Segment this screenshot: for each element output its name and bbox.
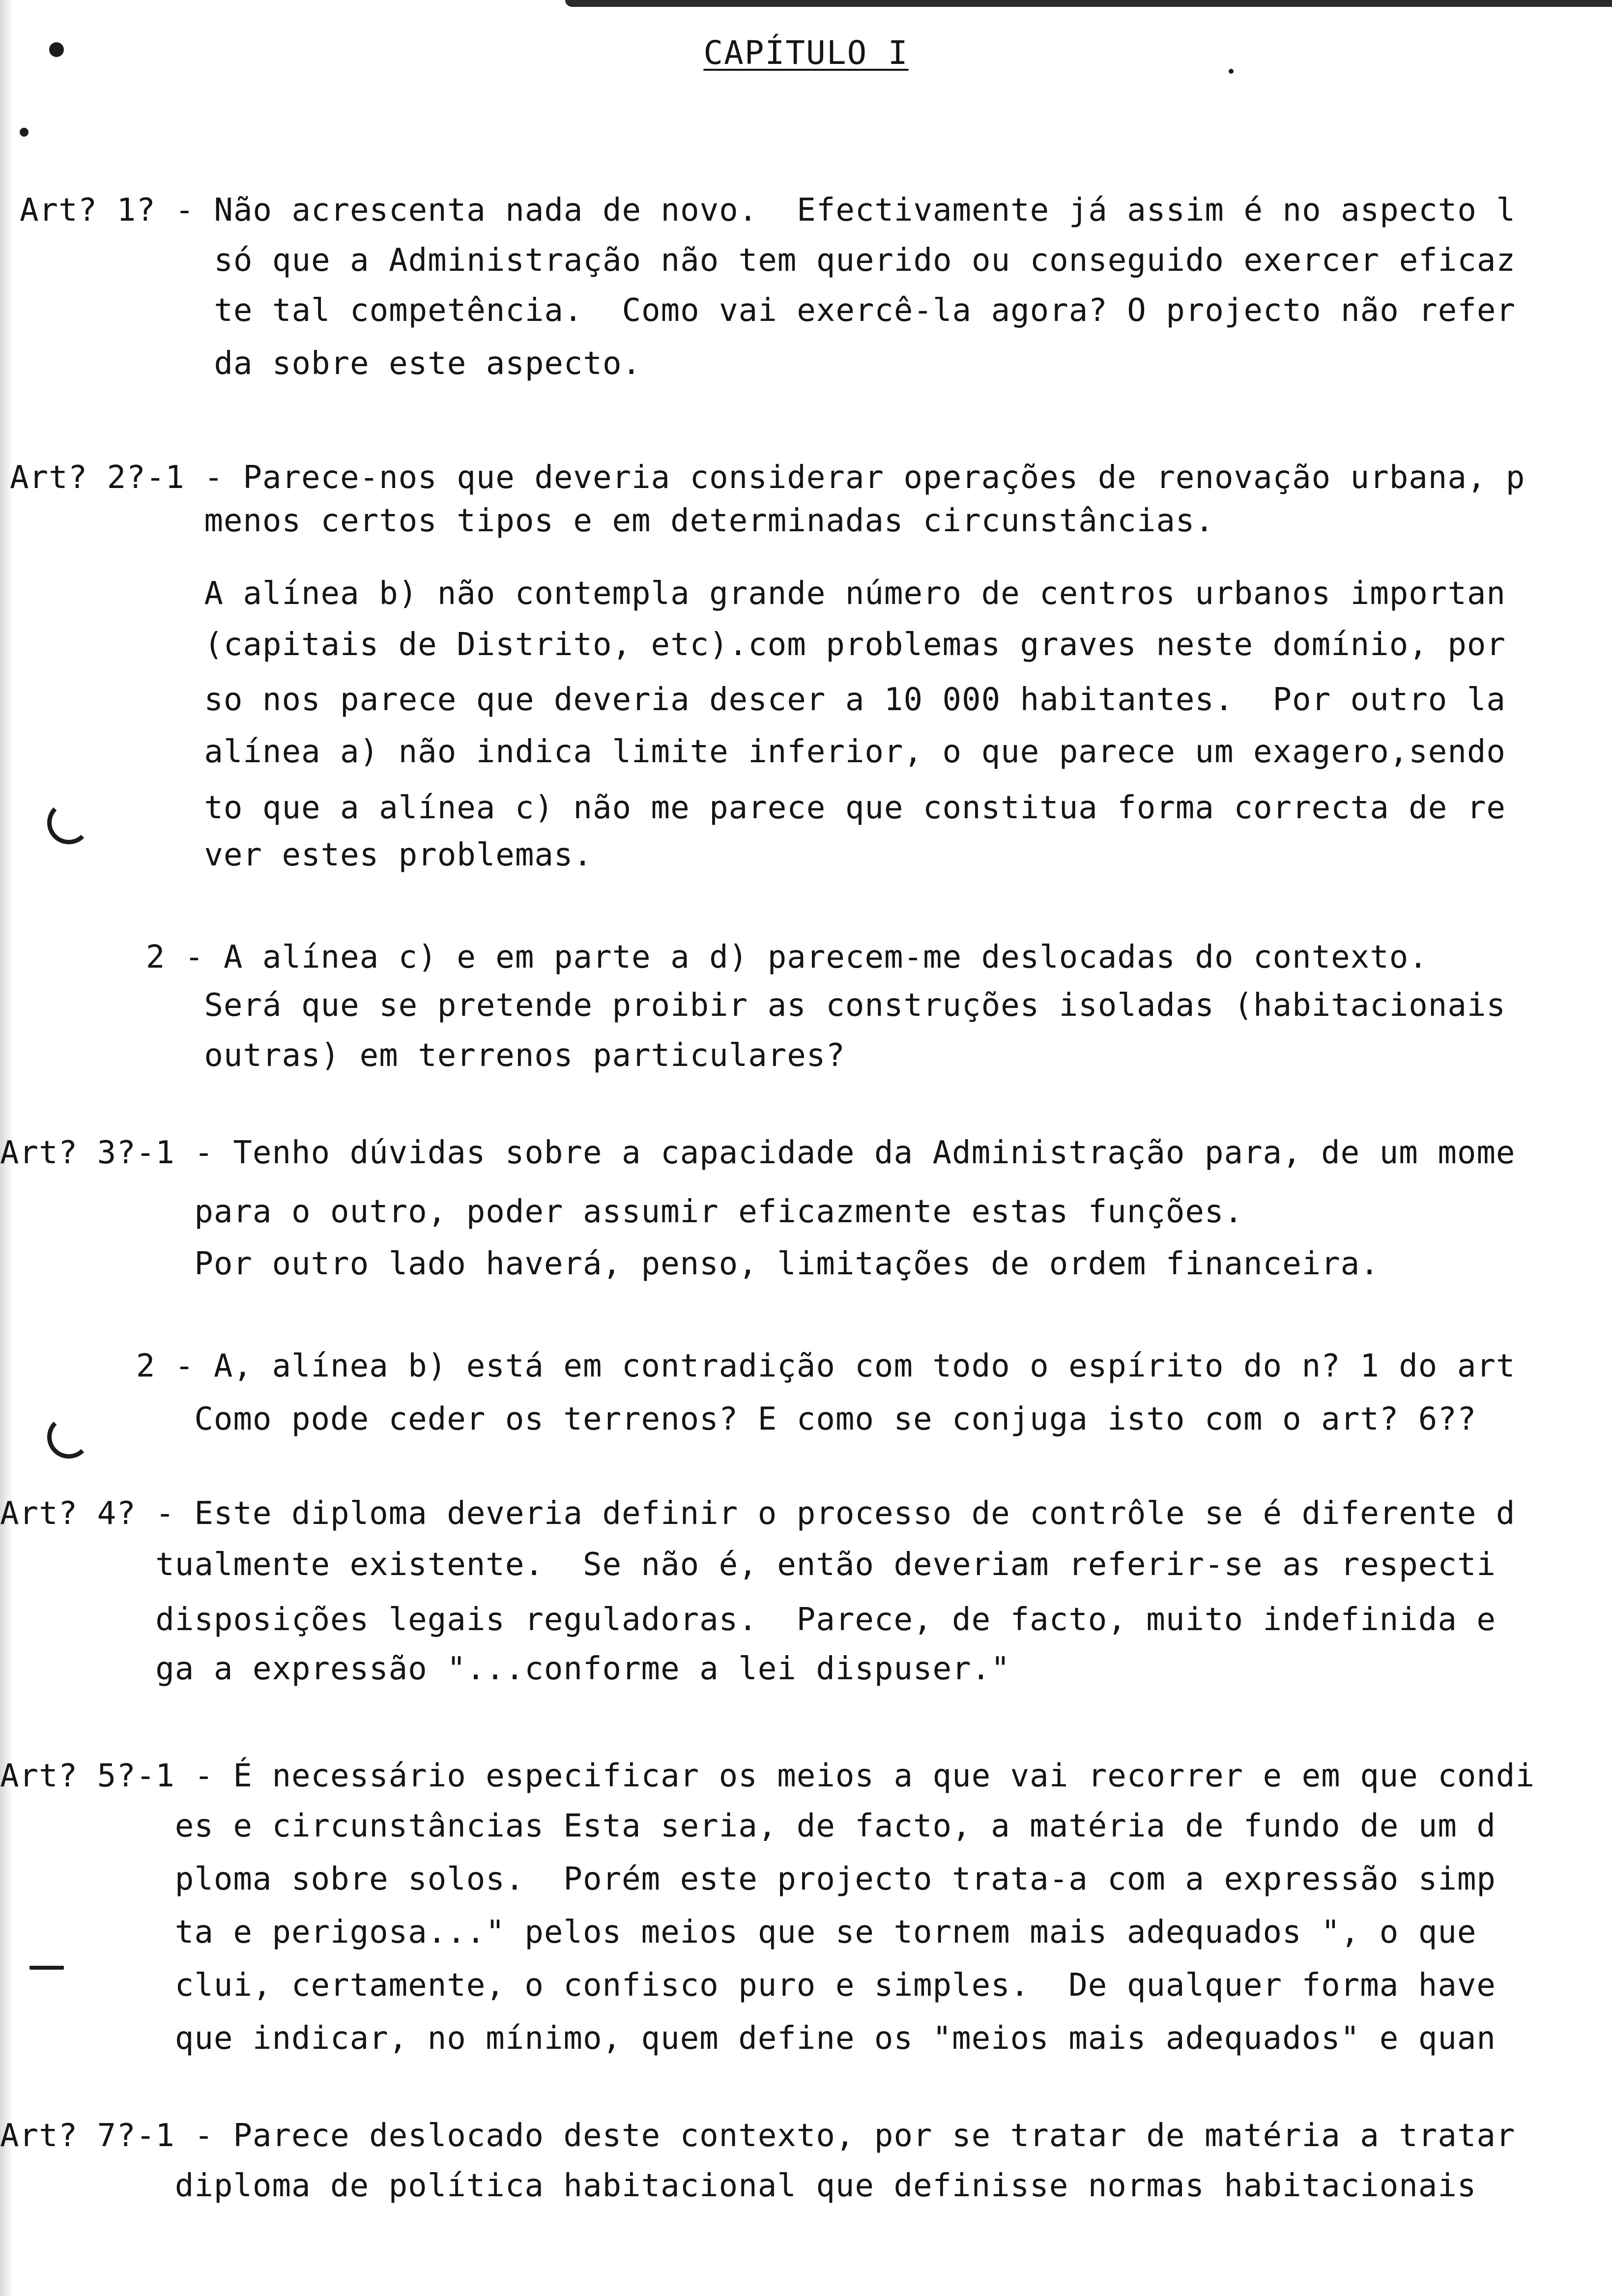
text-line: Será que se pretende proibir as construções isoladas (habitacionais [10,987,1506,1024]
text-line: ga a expressão "...conforme a lei dispuser." [0,1651,1010,1687]
text-line: da sobre este aspecto. [20,345,641,382]
text-line: ver estes problemas. [10,837,593,873]
text-line: disposições legais reguladoras. Parece, de facto, muito indefinida e [0,1602,1496,1638]
text-line: es e circunstâncias Esta seria, de facto, a matéria de fundo de um d [0,1808,1496,1844]
text-line: 2 - A, alínea b) está em contradição com todo o espírito do n? 1 do art [0,1348,1516,1384]
text-line: Por outro lado haverá, penso, limitações de ordem financeira. [0,1246,1380,1282]
text-line: alínea a) não indica limite inferior, o que parece um exagero,sendo [10,734,1506,770]
text-line: só que a Administração não tem querido ou conseguido exercer eficaz [20,242,1516,279]
scan-edge-top [565,0,1612,7]
scan-speck [20,128,29,137]
text-line: to que a alínea c) não me parece que constitua forma correcta de re [10,790,1506,826]
text-line: Art? 5?-1 - É necessário especificar os meios a que vai recorrer e em que condi [0,1758,1535,1794]
text-line: ta e perigosa..." pelos meios que se tornem mais adequados ", o que [0,1914,1477,1951]
text-line: menos certos tipos e em determinadas circunstâncias. [10,503,1214,539]
text-line: diploma de política habitacional que definisse normas habitacionais [0,2168,1477,2204]
text-line: ploma sobre solos. Porém este projecto trata-a com a expressão simp [0,1861,1496,1897]
text-line: que indicar, no mínimo, quem define os "meios mais adequados" e quan [0,2020,1496,2057]
text-line: Como pode ceder os terrenos? E como se conjuga isto com o art? 6?? [0,1401,1477,1437]
text-line: Art? 4? - Este diploma deveria definir o processo de contrôle se é diferente d [0,1495,1516,1532]
text-line: Art? 2?-1 - Parece-nos que deveria considerar operações de renovação urbana, p [10,459,1526,496]
text-line: Art? 1? - Não acrescenta nada de novo. Efectivamente já assim é no aspecto l [20,192,1516,229]
text-line: tualmente existente. Se não é, então deveriam referir-se as respecti [0,1547,1496,1583]
text-line: A alínea b) não contempla grande número de centros urbanos importan [10,575,1506,612]
text-line: (capitais de Distrito, etc).com problemas graves neste domínio, por [10,627,1506,663]
text-line: Art? 7?-1 - Parece deslocado deste contexto, por se tratar de matéria a tratar [0,2118,1516,2154]
chapter-title-text: CAPÍTULO I [703,34,909,72]
text-line: 2 - A alínea c) e em parte a d) parecem-me deslocadas do contexto. [10,939,1428,976]
chapter-title [0,33,1612,73]
text-line: clui, certamente, o confisco puro e simples. De qualquer forma have [0,1967,1496,2004]
text-line: para o outro, poder assumir eficazmente estas funções. [0,1194,1243,1230]
text-line: so nos parece que deveria descer a 10 000 habitantes. Por outro la [10,682,1506,718]
text-line: te tal competência. Como vai exercê-la agora? O projecto não refer [20,292,1516,329]
text-line: outras) em terrenos particulares? [10,1037,845,1074]
text-line: Art? 3?-1 - Tenho dúvidas sobre a capacidade da Administração para, de um mome [0,1135,1516,1171]
